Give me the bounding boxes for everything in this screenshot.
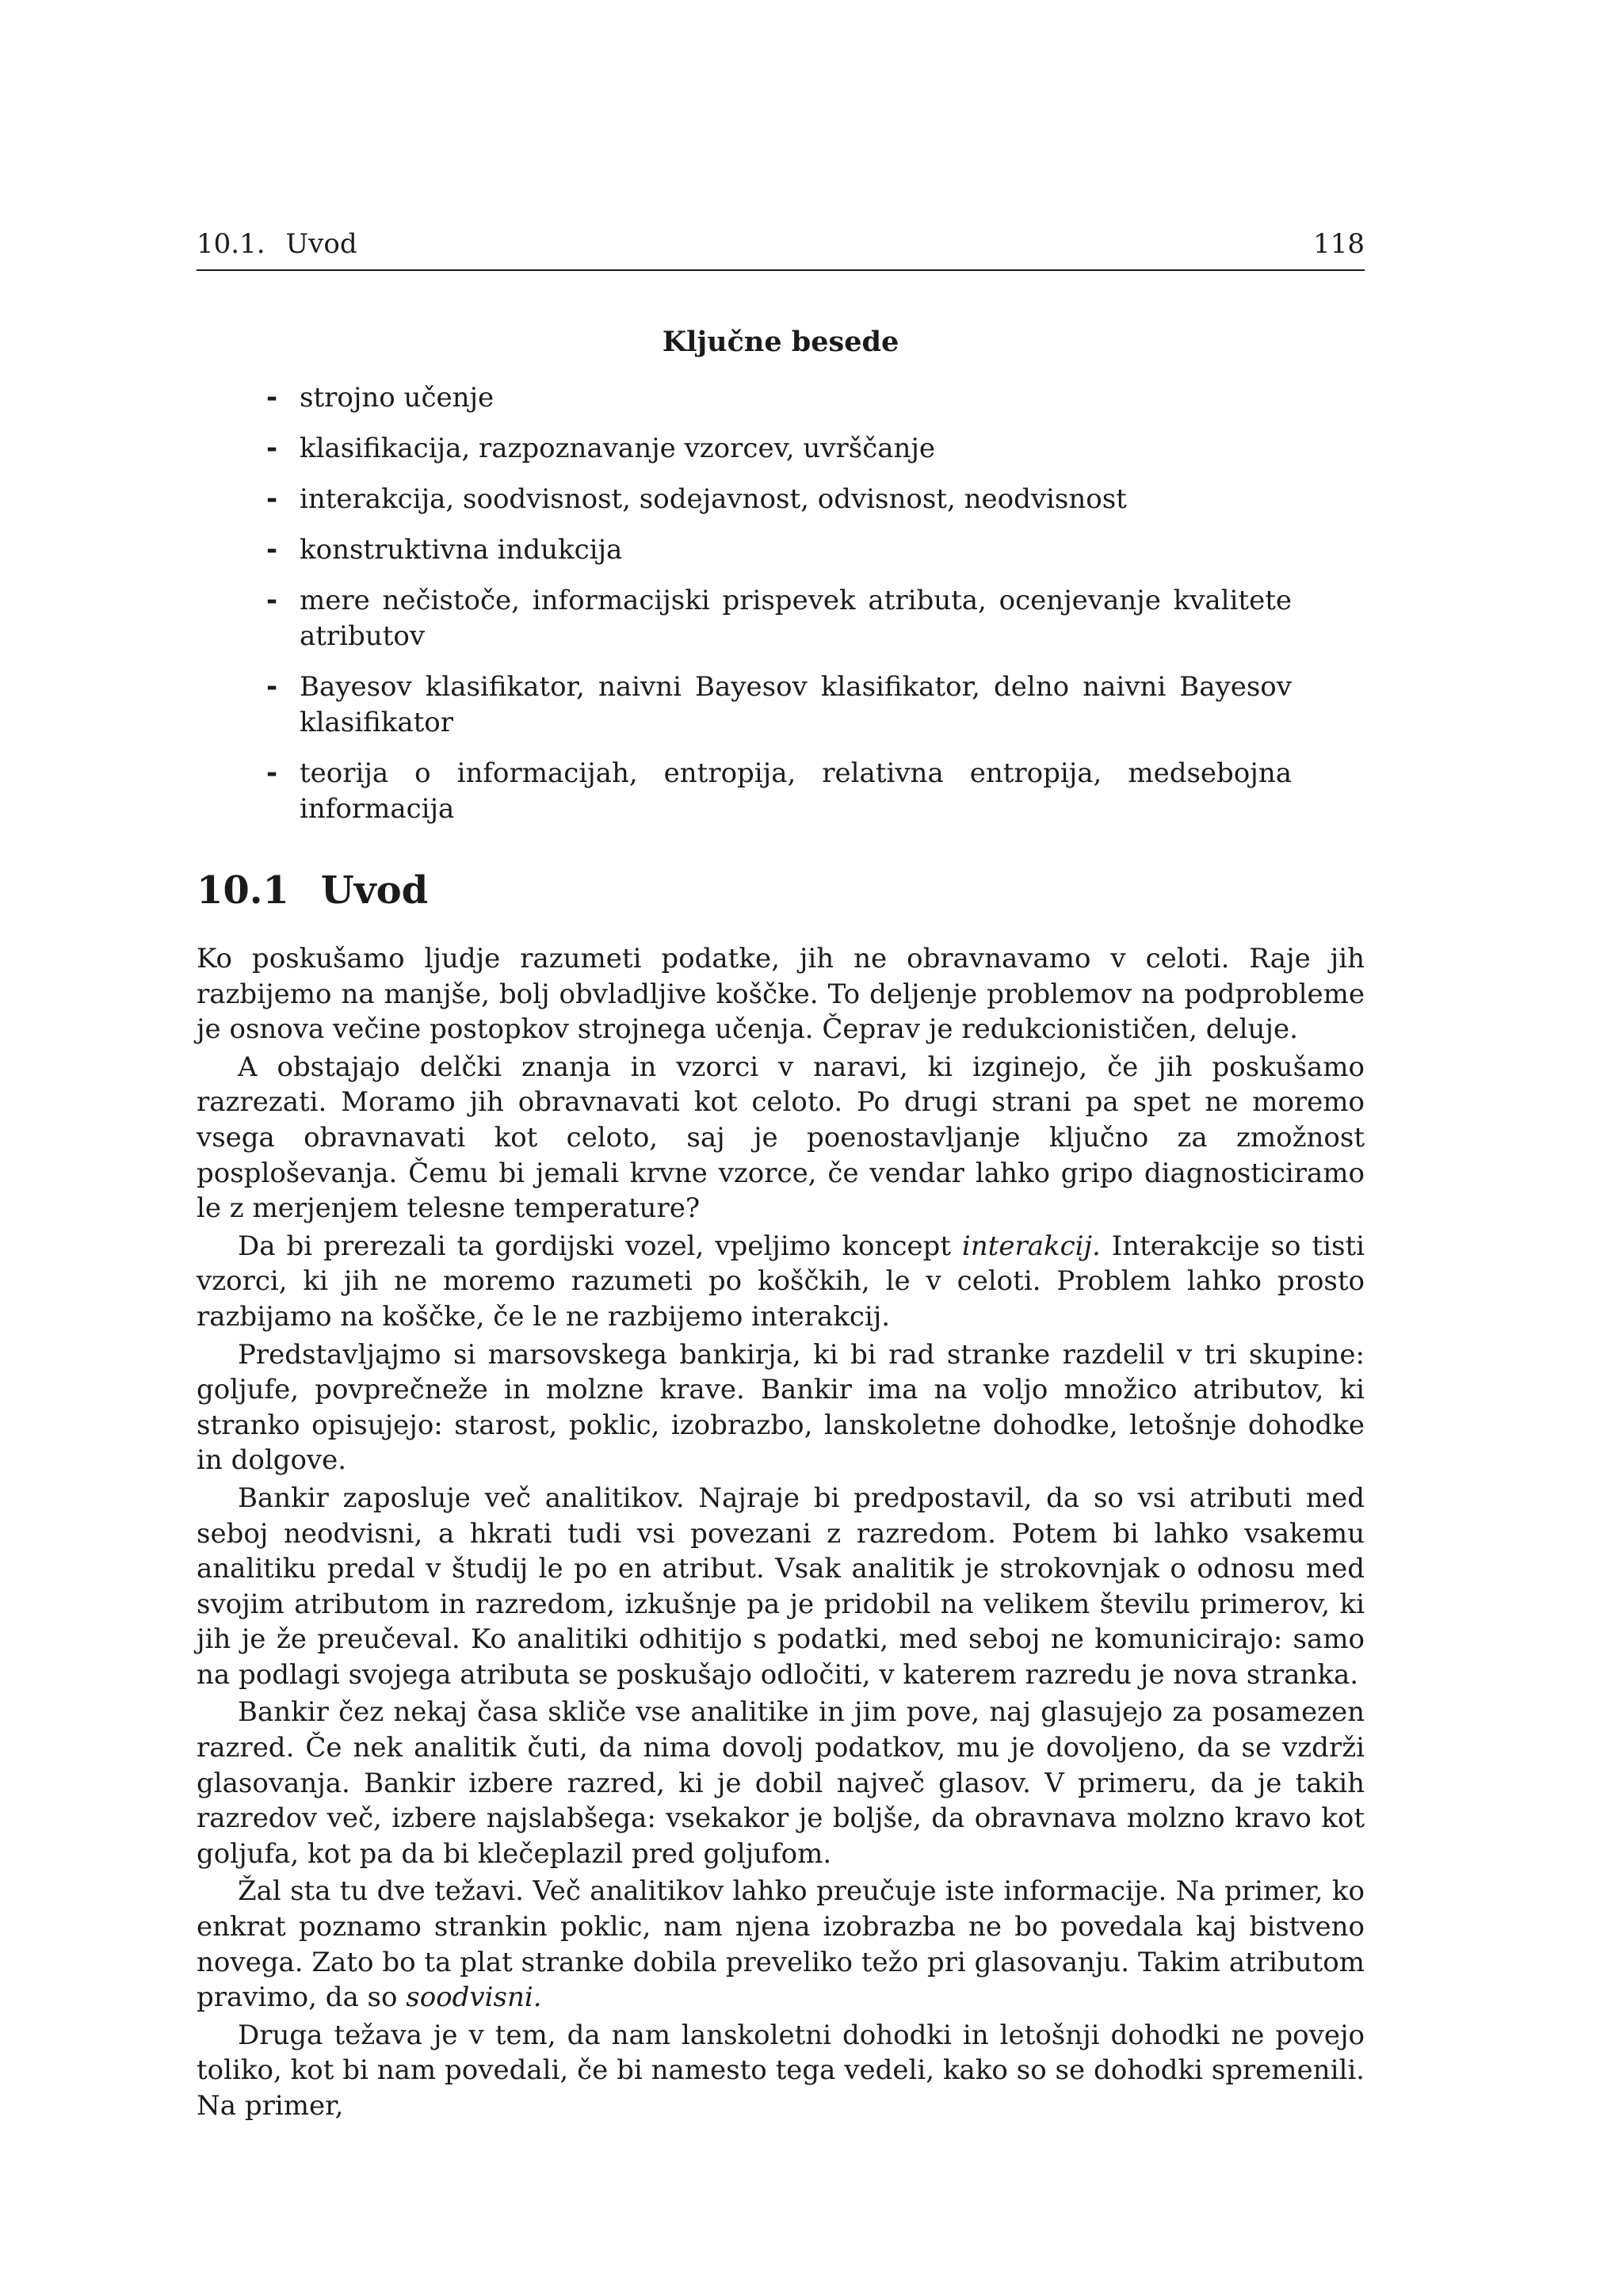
paragraph-text: Predstavljajmo si marsovskega bankirja, ki bi rad stranke razdelil v tri skupine: goljufe, povprečneže in molzne krave. Bankir ima na voljo množico atributov, ki stranko opisujejo: starost, poklic, izobrazbo, lanskoletne dohodke, letošnje dohodke in dolgove. [197, 1338, 1365, 1477]
paragraph [197, 1695, 1365, 1871]
emphasized-term: interakcij. [961, 1230, 1101, 1262]
keyword-item [197, 431, 1365, 467]
running-head-section-name: Uvod [285, 228, 357, 260]
paragraph-text: Da bi prerezali ta gordijski vozel, vpeljimo koncept [238, 1230, 962, 1262]
keyword-item [197, 669, 1365, 741]
paragraph-text: Bankir zaposluje več analitikov. Najraje bi predpostavil, da so vsi atributi med seboj neodvisni, a hkrati tudi vsi povezani z razredom. Potem bi lahko vsakemu analitiku predal v študij le po en atribut. Vsak analitik je strokovnjak o odnosu med svojim atributom in razredom, izkušnje pa je pridobil na velikem številu primerov, ki jih je že preučeval. Ko analitiki odhitijo s podatki, med seboj ne komunicirajo: samo na podlagi svojega atributa se poskušajo odločiti, v katerem razredu je nova stranka. [197, 1482, 1365, 1691]
list-dash: - [266, 483, 278, 515]
paragraph-text: Žal sta tu dve težavi. Več analitikov lahko preučuje iste informacije. Na primer, ko enkrat poznamo strankin poklic, nam njena izobrazba ne bo povedala kaj bistveno novega. Zato bo ta plat stranke dobila preveliko težo pri glasovanju. Takim atributom pravimo, da so [197, 1875, 1365, 2014]
keyword-text: mere nečistoče, informacijski prispevek atributa, ocenjevanje kvalitete atributov [300, 585, 1292, 652]
keyword-text: teorija o informacijah, entropija, relativna entropija, medsebojna informacija [300, 757, 1292, 825]
paragraph-text: Interakcije so tisti vzorci, ki jih ne moremo razumeti po koščkih, le v celoti. Problem lahko prosto razbijamo na koščke, če le ne razbijemo interakcij. [197, 1230, 1365, 1333]
keyword-item [197, 756, 1365, 827]
paragraph-text: Bankir čez nekaj časa skliče vse analitike in jim pove, naj glasujejo za posamezen razred. Če nek analitik čuti, da nima dovolj podatkov, mu je dovoljeno, da se vzdrži glasovanja. Bankir izbere razred, ki je dobil največ glasov. V primeru, da je takih razredov več, izbere najslabšega: vsekakor je boljše, da obravnava molzno kravo kot goljufa, kot pa da bi klečeplazil pred goljufom. [197, 1696, 1365, 1870]
keyword-item [197, 482, 1365, 517]
list-dash: - [266, 757, 278, 789]
paragraph [197, 2018, 1365, 2124]
keyword-text: klasifikacija, razpoznavanje vzorcev, uvrščanje [300, 433, 936, 464]
list-dash: - [266, 534, 278, 566]
body-text [197, 941, 1365, 2124]
paragraph-text: A obstajajo delčki znanja in vzorci v naravi, ki izginejo, če jih poskušamo razrezati. Moramo jih obravnavati kot celoto. Po drugi strani pa spet ne moremo vsega obravnavati kot celoto, saj je poenostavljanje ključno za zmožnost posploševanja. Čemu bi jemali krvne vzorce, če vendar lahko gripo diagnosticiramo le z merjenjem telesne temperature? [197, 1051, 1365, 1225]
running-head-left [197, 228, 357, 260]
list-dash: - [266, 382, 278, 414]
list-dash: - [266, 585, 278, 616]
keyword-item [197, 583, 1365, 654]
running-head [197, 228, 1365, 271]
keyword-text: Bayesov klasifikator, naivni Bayesov klasifikator, delno naivni Bayesov klasifikator [300, 671, 1292, 738]
paragraph-text: Ko poskušamo ljudje razumeti podatke, jih ne obravnavamo v celoti. Raje jih razbijemo na manjše, bolj obvladljive koščke. To deljenje problemov na podprobleme je osnova večine postopkov strojnega učenja. Čeprav je redukcionističen, deluje. [197, 943, 1365, 1046]
paragraph-text: Druga težava je v tem, da nam lanskoletni dohodki in letošnji dohodki ne povejo toliko, kot bi nam povedali, če bi namesto tega vedeli, kako so se dohodki spremenili. Na primer, [197, 2019, 1365, 2122]
section-heading [197, 868, 1365, 913]
paragraph [197, 1874, 1365, 2015]
paragraph [197, 941, 1365, 1047]
keywords-title: Ključne besede [662, 326, 899, 358]
keyword-text: interakcija, soodvisnost, sodejavnost, odvisnost, neodvisnost [300, 483, 1127, 515]
keyword-text: strojno učenje [300, 382, 495, 414]
page-number: 118 [1313, 228, 1365, 260]
keyword-item [197, 380, 1365, 416]
keyword-item [197, 532, 1365, 568]
keywords-list [197, 380, 1365, 827]
paragraph [197, 1229, 1365, 1335]
list-dash: - [266, 671, 278, 703]
section-number: 10.1 [197, 868, 289, 913]
list-dash: - [266, 433, 278, 464]
paragraph [197, 1050, 1365, 1226]
paragraph [197, 1481, 1365, 1693]
paragraph [197, 1337, 1365, 1478]
section-title: Uvod [320, 868, 429, 913]
emphasized-term: soodvisni. [406, 1981, 542, 2014]
keyword-text: konstruktivna indukcija [300, 534, 623, 566]
running-head-section-number: 10.1. [197, 228, 265, 260]
document-page [197, 228, 1365, 2124]
